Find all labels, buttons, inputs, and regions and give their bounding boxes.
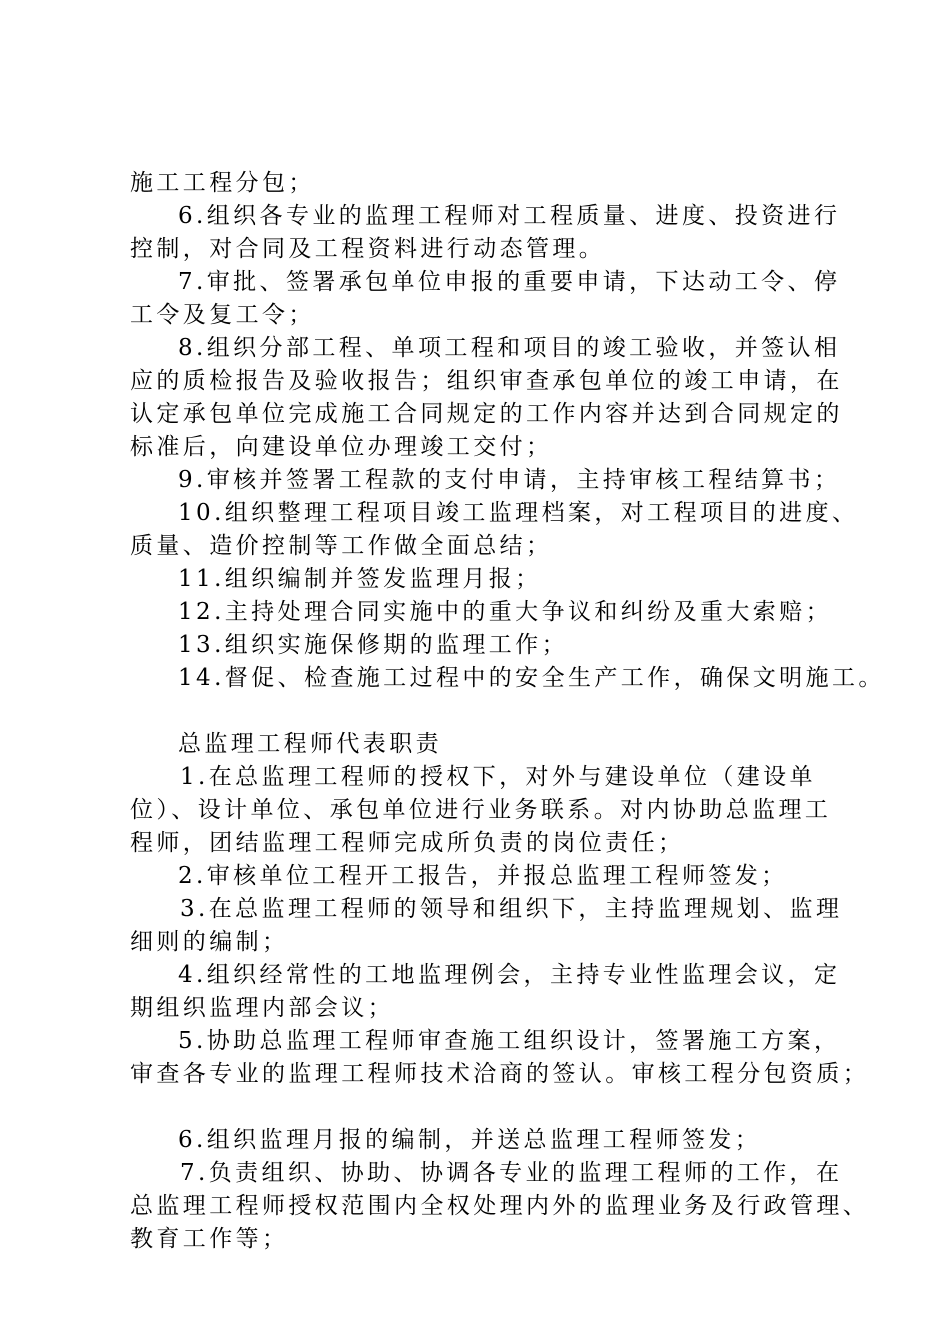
paragraph-line: 质量、造价控制等工作做全面总结； — [130, 533, 553, 559]
paragraph-line: 总监理工程师授权范围内全权处理内外的监理业务及行政管理、 — [130, 1193, 870, 1219]
document-body — [130, 167, 885, 1256]
paragraph-line: 7.负责组织、协助、协调各专业的监理工程师的工作，在 — [180, 1160, 843, 1186]
paragraph-line: 控制，对合同及工程资料进行动态管理。 — [130, 236, 606, 262]
paragraph-line: 期组织监理内部会议； — [130, 995, 394, 1021]
paragraph-line: 6.组织各专业的监理工程师对工程质量、进度、投资进行 — [178, 203, 841, 229]
paragraph-line: 6.组织监理月报的编制，并送总监理工程师签发； — [178, 1127, 762, 1153]
paragraph-line: 位）、设计单位、承包单位进行业务联系。对内协助总监理工 — [130, 797, 832, 823]
paragraph-line: 3.在总监理工程师的领导和组织下，主持监理规划、监理 — [180, 896, 843, 922]
paragraph-line: 2.审核单位工程开工报告，并报总监理工程师签发； — [178, 863, 788, 889]
paragraph-line: 7.审批、签署承包单位申报的重要申请，下达动工令、停 — [178, 269, 841, 295]
paragraph-line: 标准后，向建设单位办理竣工交付； — [130, 434, 553, 460]
paragraph-line: 13.组织实施保修期的监理工作； — [178, 632, 568, 658]
paragraph-line: 工令及复工令； — [130, 302, 315, 328]
paragraph-line: 14.督促、检查施工过程中的安全生产工作，确保文明施工。 — [178, 665, 885, 691]
paragraph-line: 9.审核并签署工程款的支付申请，主持审核工程结算书； — [178, 467, 841, 493]
paragraph-line: 12.主持处理合同实施中的重大争议和纠纷及重大索赔； — [178, 599, 832, 625]
paragraph-line: 应的质检报告及验收报告；组织审查承包单位的竣工申请，在 — [130, 368, 843, 394]
paragraph-line: 程师，团结监理工程师完成所负责的岗位责任； — [130, 830, 685, 856]
blank-line — [130, 1091, 850, 1124]
paragraph-line: 10.组织整理工程项目竣工监理档案，对工程项目的进度、 — [178, 500, 859, 526]
paragraph-line: 5.协助总监理工程师审查施工组织设计，签署施工方案， — [178, 1028, 841, 1054]
paragraph-line: 4.组织经常性的工地监理例会，主持专业性监理会议，定 — [178, 962, 841, 988]
paragraph-line: 1.在总监理工程师的授权下，对外与建设单位（建设单 — [180, 764, 816, 790]
paragraph-line: 施工工程分包； — [130, 170, 315, 196]
paragraph-line: 细则的编制； — [130, 929, 289, 955]
paragraph-line: 8.组织分部工程、单项工程和项目的竣工验收，并签认相 — [178, 335, 841, 361]
paragraph-line: 11.组织编制并签发监理月报； — [178, 566, 542, 592]
paragraph-line: 认定承包单位完成施工合同规定的工作内容并达到合同规定的 — [130, 401, 843, 427]
paragraph-line: 审查各专业的监理工程师技术洽商的签认。审核工程分包资质； — [130, 1061, 870, 1087]
paragraph-line: 教育工作等； — [130, 1226, 289, 1252]
blank-line — [130, 695, 850, 728]
section-heading: 总监理工程师代表职责 — [178, 731, 442, 757]
